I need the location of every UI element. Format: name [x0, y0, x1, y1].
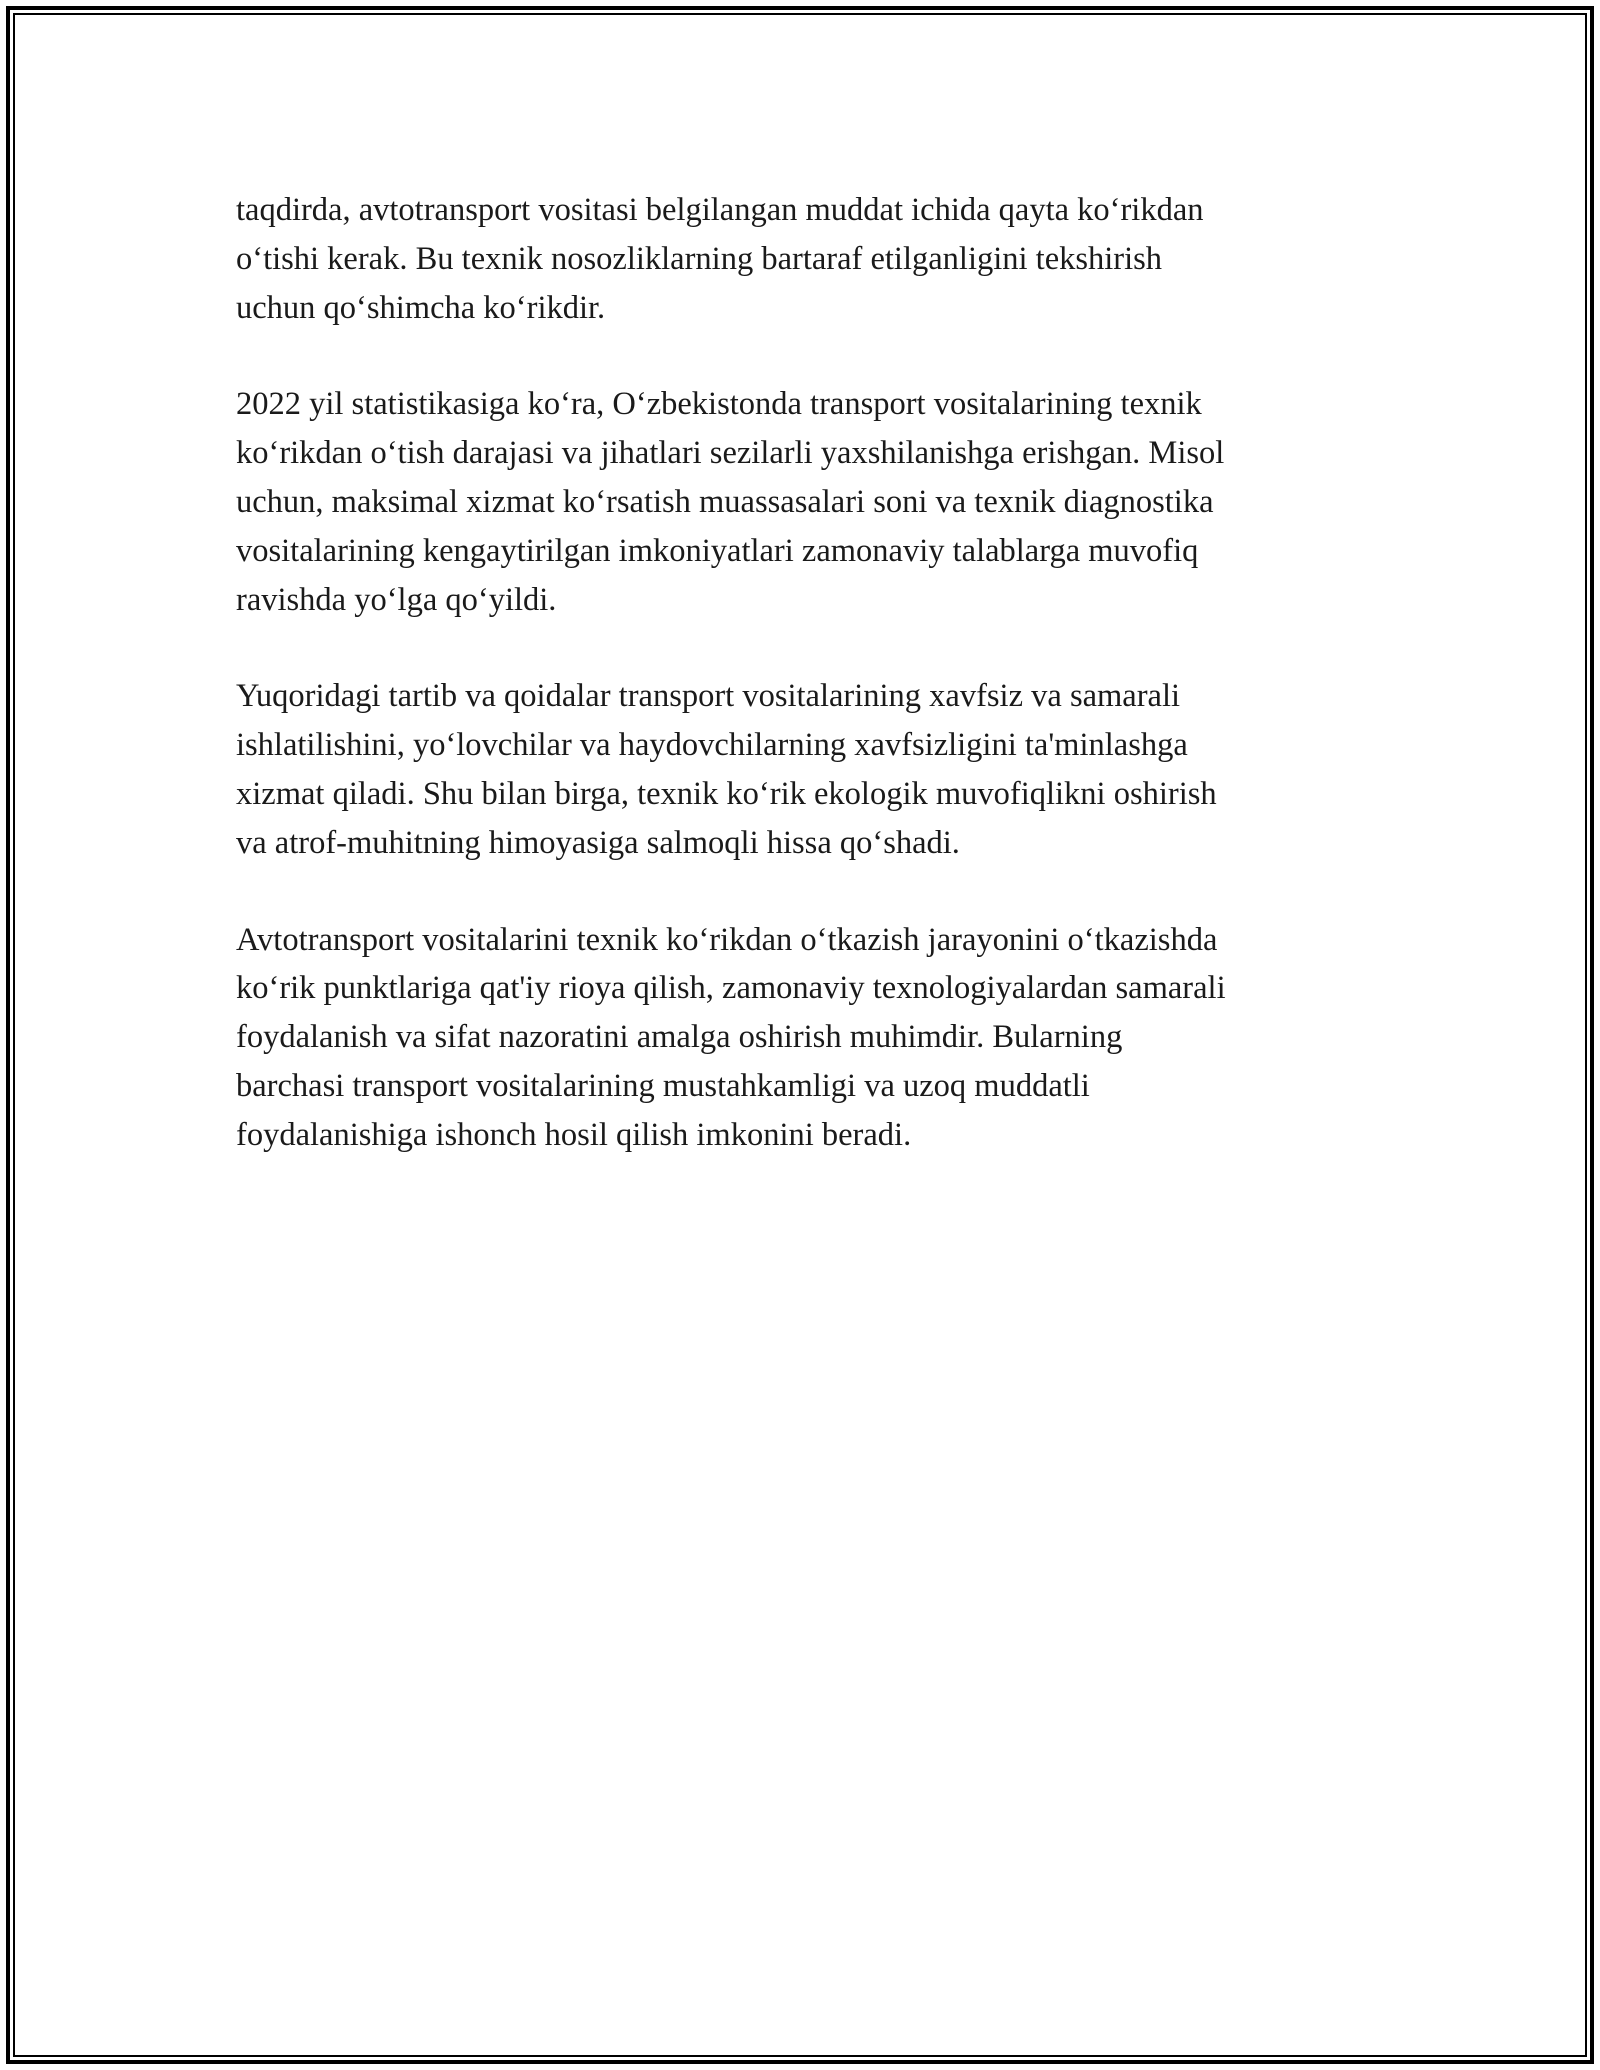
paragraph-4: Avtotransport vositalarini texnik koʻrikdan oʻtkazish jarayonini oʻtkazishda koʻrik punktlariga qat'iy rioya qilish, zamonaviy texnologiyalardan samarali foydalanish va sifat nazoratini amalga oshirish muhimdir. Bularning barchasi transport vositalarining mustahkamligi va uzoq muddatli foydalanishiga ishonch hosil qilish imkonini beradi.: [236, 921, 1226, 1153]
paragraph-3: Yuqoridagi tartib va qoidalar transport vositalarining xavfsiz va samarali ishlatilishini, yoʻlovchilar va haydovchilarning xavfsizligini ta'minlashga xizmat qiladi. Shu bilan birga, texnik koʻrik ekologik muvofiqlikni oshirish va atrof-muhitning himoyasiga salmoqli hissa qoʻshadi.: [236, 678, 1217, 861]
paragraph-1: taqdirda, avtotransport vositasi belgilangan muddat ichida qayta koʻrikdan oʻtishi kerak. Bu texnik nosozliklarning bartaraf etilganligini tekshirish uchun qoʻshimcha koʻrikdir.: [236, 192, 1204, 326]
paragraph-2: 2022 yil statistikasiga koʻra, Oʻzbekistonda transport vositalarining texnik koʻrikdan oʻtish darajasi va jihatlari sezilarli yaxshilanishga erishgan. Misol uchun, maksimal xizmat koʻrsatish muassasalari soni va texnik diagnostika vositalarining kengaytirilgan imkoniyatlari zamonaviy talablarga muvofiq ravishda yoʻlga qoʻyildi.: [236, 386, 1225, 618]
document-body: [236, 186, 1376, 1208]
